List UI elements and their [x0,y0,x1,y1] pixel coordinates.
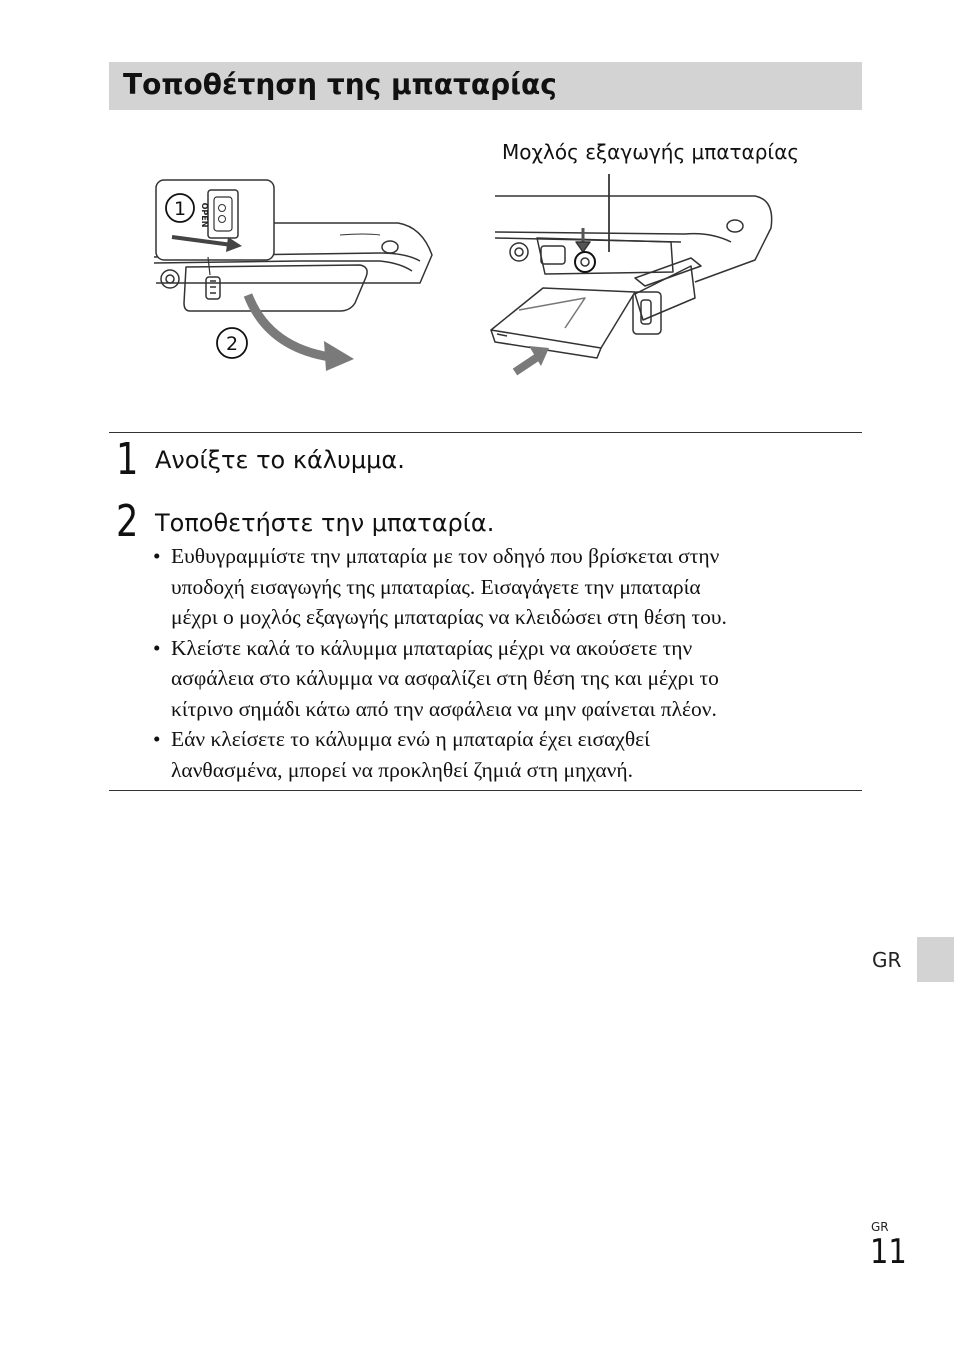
bullet-line: ασφάλεια στο κάλυμμα να ασφαλίζει στη θέση της και μέχρι το [171,666,719,690]
open-label: OPEN [200,202,209,228]
bullet-line: Εάν κλείσετε το κάλυμμα ενώ η μπαταρία έχει εισαχθεί [171,727,650,751]
step-marker-2: 2 [225,333,239,355]
language-tab-label: GR [872,948,902,972]
illustration-open-cover [150,175,440,380]
page-number: 11 [870,1232,907,1272]
step-title-1: Ανοίξτε το κάλυμμα. [155,446,405,474]
bullet-symbol: • [153,635,161,660]
bullet-line: μέχρι ο μοχλός εξαγωγής μπαταρίας να κλειδώσει στη θέση του. [171,605,727,629]
bottom-divider [109,790,862,791]
bullet-line: λανθασμένα, μπορεί να προκληθεί ζημιά στη μηχανή. [171,757,633,782]
top-divider [109,432,862,433]
bullet-line: Κλείστε καλά το κάλυμμα μπαταρίας μέχρι να ακούσετε την [171,635,693,660]
bullet-symbol: • [153,727,161,751]
section-title-bar [109,62,862,110]
bullet-item [153,724,853,785]
step-number-2: 2 [116,496,139,547]
bullet-line: Ευθυγραμμίστε την μπαταρία με τον οδηγό που βρίσκεται στην [171,544,720,568]
language-tab-marker [917,937,954,982]
illustration-insert-battery [485,170,780,378]
step-number-1: 1 [116,434,139,485]
step-2-notes [153,541,853,785]
bullet-item [153,633,853,725]
step-marker-1: 1 [173,198,187,220]
lever-callout-label: Μοχλός εξαγωγής μπαταρίας [502,140,800,164]
bullet-line: κίτρινο σημάδι κάτω από την ασφάλεια να μην φαίνεται πλέον. [171,696,717,721]
step-title-2: Τοποθετήστε την μπαταρία. [155,509,495,537]
page-title: Τοποθέτηση της μπαταρίας [123,68,557,101]
bullet-line: υποδοχή εισαγωγής της μπαταρίας. Εισαγάγετε την μπαταρία [171,574,701,599]
bullet-item [153,541,853,633]
bullet-symbol: • [153,544,161,568]
page-language-code: GR [871,1220,889,1234]
